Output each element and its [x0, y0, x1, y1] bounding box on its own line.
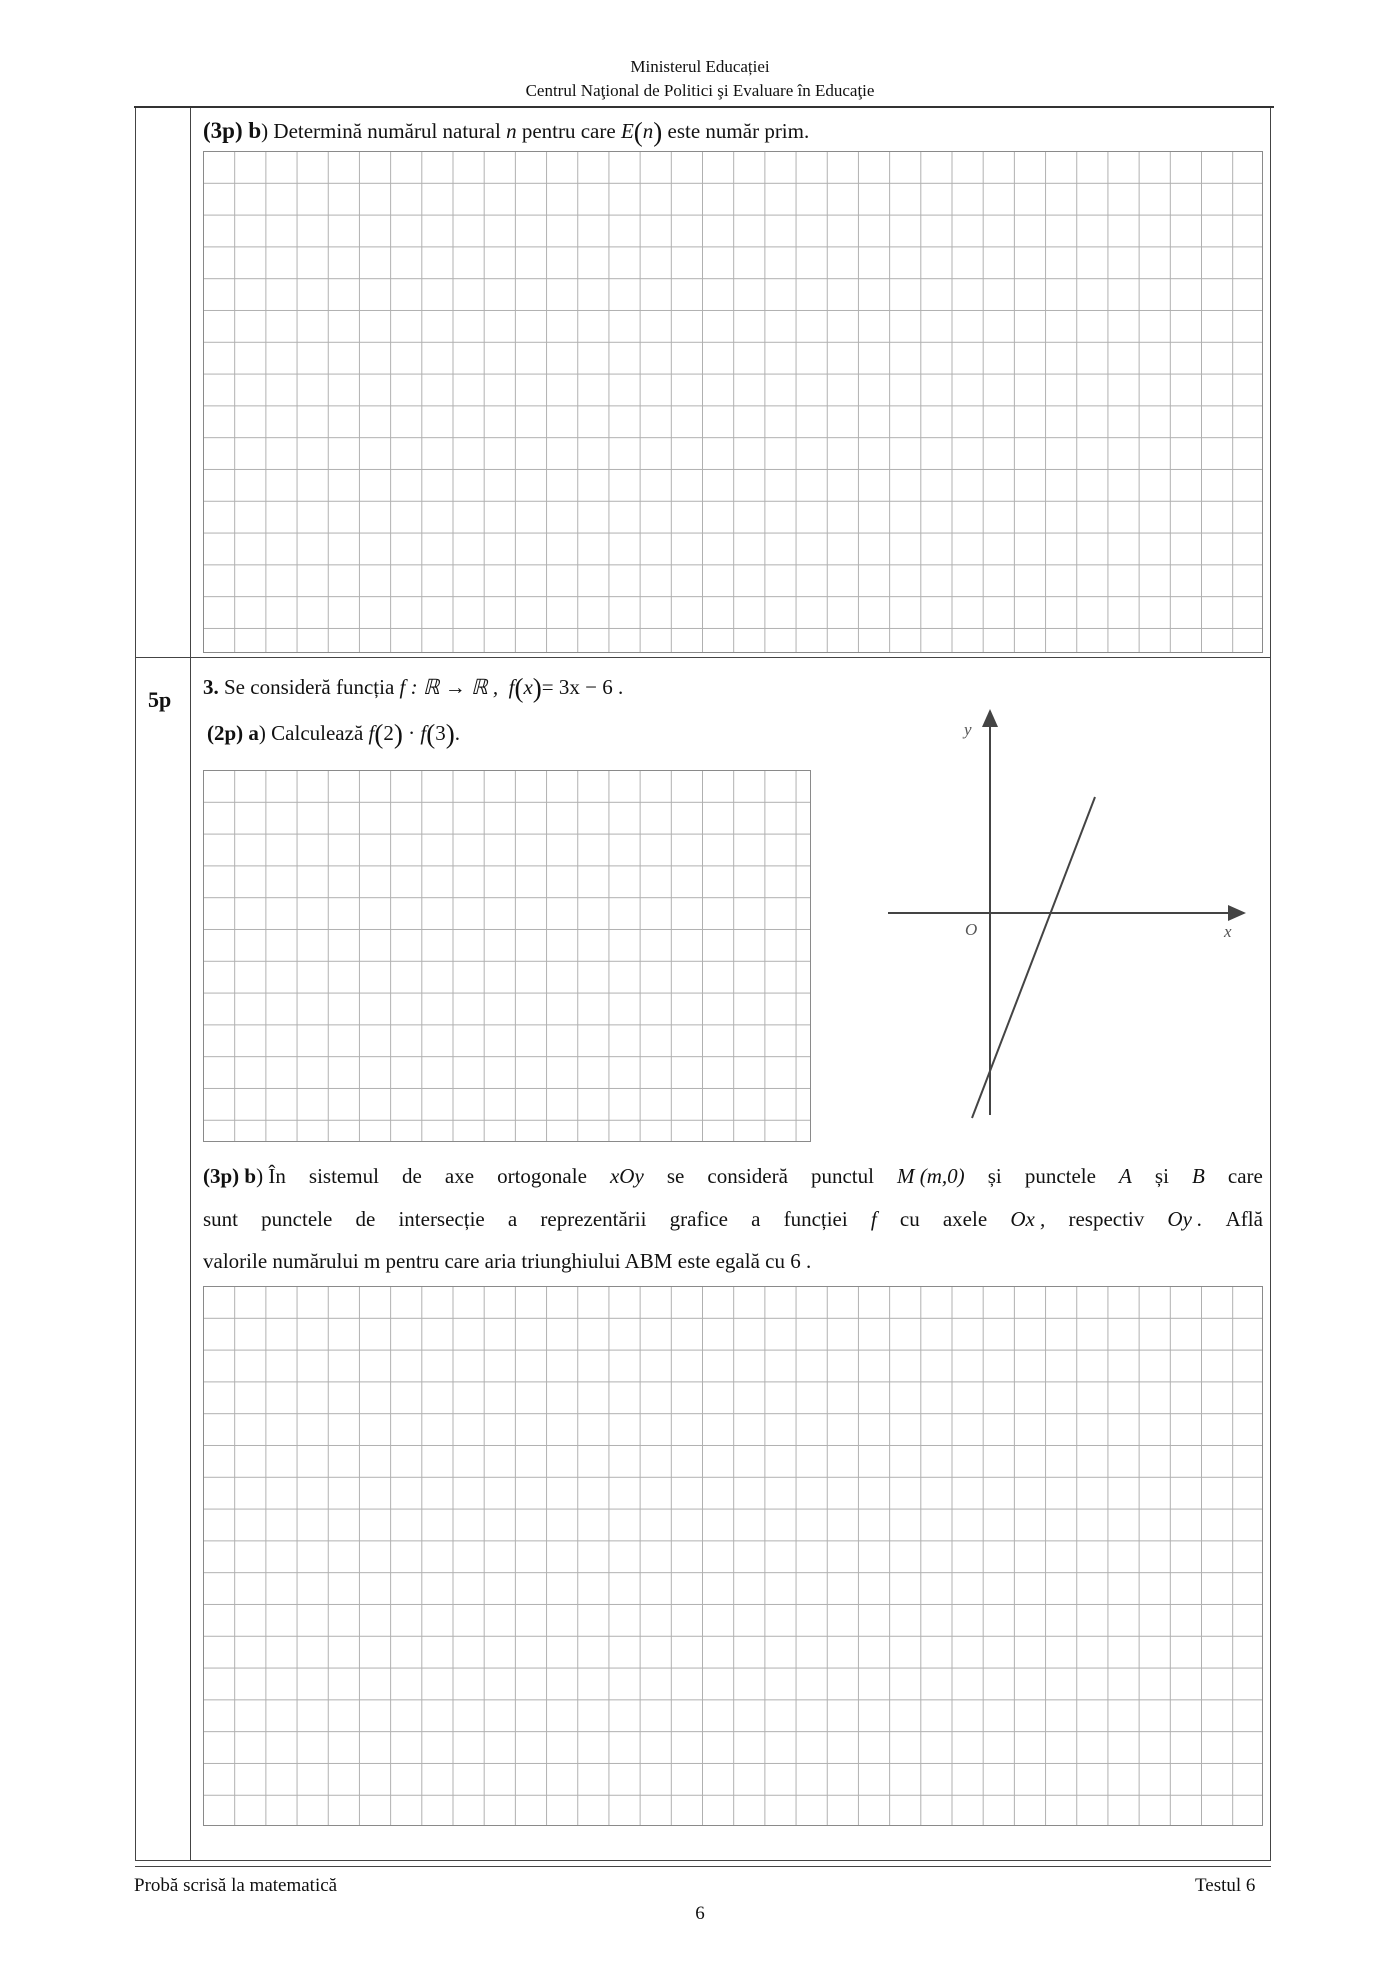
header-center: Centrul Naţional de Politici şi Evaluare în Educaţie — [525, 81, 875, 100]
question-3-statement: 3. Se consideră funcția f : ℝ → ℝ , f(x)= 3x − 6 . — [203, 673, 624, 703]
header-ministry: Ministerul Educației — [630, 57, 770, 76]
table-left-border — [135, 108, 136, 1860]
question-3a-text: (2p) a) Calculează f(2) · f(3). — [207, 719, 460, 749]
answer-grid-3a[interactable] — [203, 770, 811, 1142]
answer-grid-3b[interactable] — [203, 1286, 1263, 1826]
footer-subject: Probă scrisă la matematică — [134, 1875, 338, 1896]
question-3b-line3: valorile numărului m pentru care aria triunghiului ABM este egală cu 6 . — [203, 1249, 812, 1273]
table-row-divider — [135, 657, 1271, 658]
header-rule — [134, 106, 1274, 108]
table-score-column-divider — [190, 108, 191, 1860]
page-number: 6 — [695, 1903, 705, 1924]
origin-label: O — [965, 920, 978, 939]
footer-test-number: Testul 6 — [1195, 1875, 1256, 1896]
table-bottom-border — [135, 1860, 1271, 1861]
question-2b-text: (3p) b) Determină numărul natural n pentru care E(n) este număr prim. — [203, 117, 810, 147]
question-3b-line1: (3p) b) În sistemul de axe ortogonale xOy se consideră punctul M (m,0) și punctele A și B care — [203, 1164, 1263, 1188]
question-3b-line2: sunt punctele de intersecție a reprezentării grafice a funcției f cu axele Ox , respectiv Oy . Află — [203, 1207, 1263, 1231]
function-graph — [880, 705, 1250, 1125]
question-3-score: 5p — [148, 687, 172, 712]
footer-rule — [135, 1866, 1271, 1867]
x-axis-label: x — [1224, 922, 1232, 941]
answer-grid-2b[interactable] — [203, 151, 1263, 653]
y-axis-label: y — [964, 720, 972, 739]
table-right-border — [1270, 108, 1271, 1860]
